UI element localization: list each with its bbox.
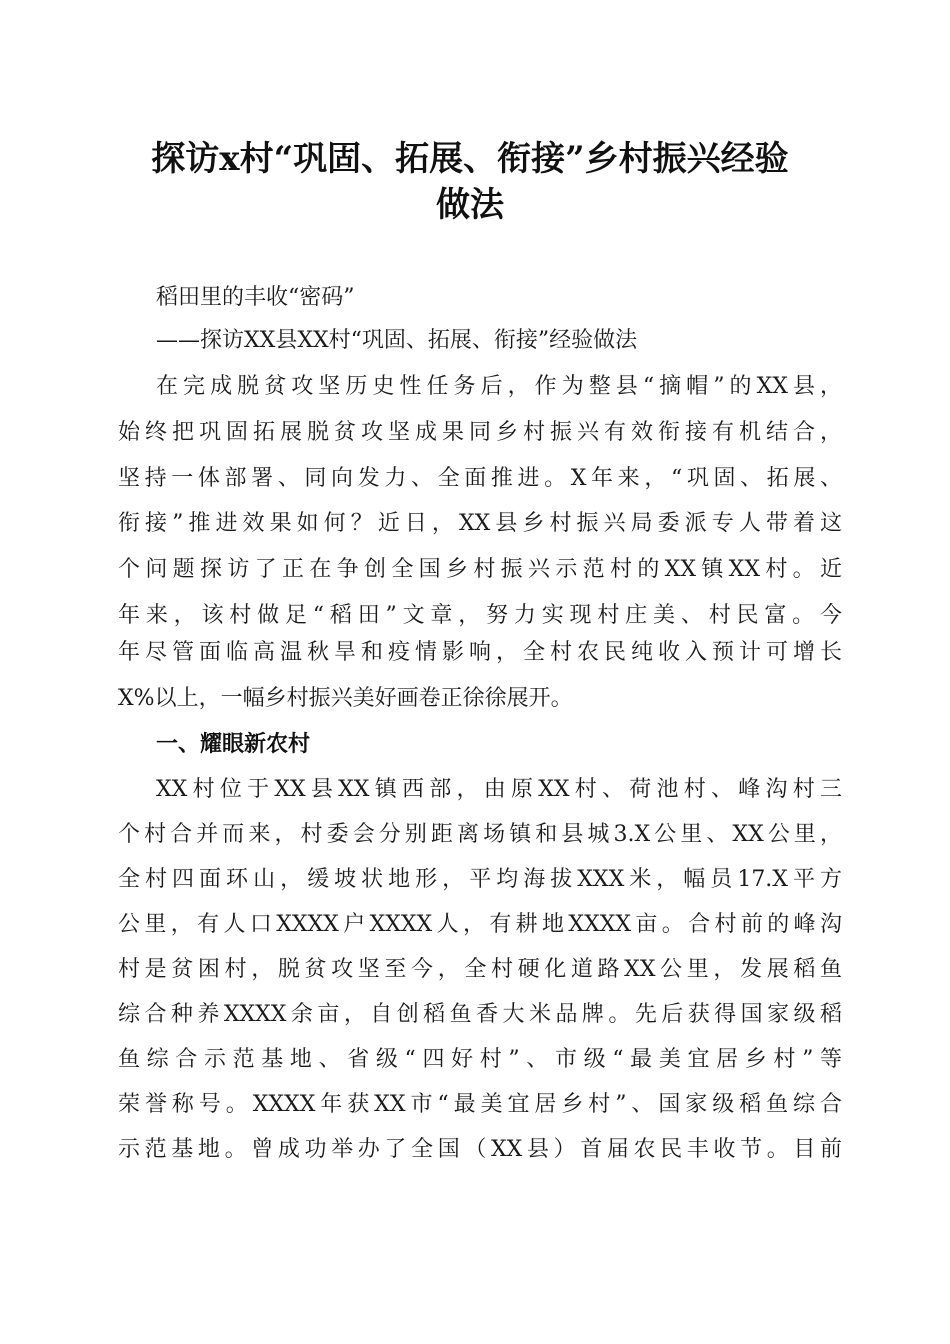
intro-line: 在完成脱贫攻坚历史性任务后，作为整县“摘帽”的XX县， bbox=[156, 374, 842, 399]
subsubtitle: ——探访XX县XX村“巩固、拓展、衔接”经验做法 bbox=[156, 328, 638, 353]
document-title-line-1: 探访x村“巩固、拓展、衔接”乡村振兴经验 bbox=[151, 139, 789, 179]
intro-line: 年来，该村做足“稻田”文章，努力实现村庄美、村民富。今 bbox=[118, 603, 842, 628]
intro-line: X%以上，一幅乡村振兴美好画卷正徐徐展开。 bbox=[118, 686, 573, 711]
intro-line: 个问题探访了正在争创全国乡村振兴示范村的XX镇XX村。近 bbox=[118, 557, 842, 582]
intro-line: 年尽管面临高温秋旱和疫情影响，全村农民纯收入预计可增长 bbox=[118, 640, 842, 665]
section1-line: 个村合并而来，村委会分别距离场镇和县城3.X公里、XX公里， bbox=[118, 822, 842, 847]
document-title-line-2: 做法 bbox=[436, 185, 504, 225]
section1-line: 村是贫困村，脱贫攻坚至今，全村硬化道路XX公里，发展稻鱼 bbox=[118, 957, 842, 982]
section-heading: 一、耀眼新农村 bbox=[156, 732, 311, 757]
section1-line: 示范基地。曾成功举办了全国（XX县）首届农民丰收节。目前 bbox=[118, 1137, 842, 1162]
intro-line: 始终把巩固拓展脱贫攻坚成果同乡村振兴有效衔接有机结合， bbox=[118, 420, 842, 445]
section1-line: 荣誉称号。XXXX年获XX市“最美宜居乡村”、国家级稻鱼综合 bbox=[118, 1092, 842, 1117]
section1-line: 鱼综合示范基地、省级“四好村”、市级“最美宜居乡村”等 bbox=[118, 1047, 842, 1072]
subtitle: 稻田里的丰收“密码” bbox=[156, 285, 355, 310]
intro-line: 衔接”推进效果如何？近日，XX县乡村振兴局委派专人带着这 bbox=[118, 511, 842, 536]
intro-line: 坚持一体部署、同向发力、全面推进。X年来，“巩固、拓展、 bbox=[118, 466, 842, 491]
section1-line: 综合种养XXXX余亩，自创稻鱼香大米品牌。先后获得国家级稻 bbox=[118, 1002, 842, 1027]
section1-line: XX村位于XX县XX镇西部，由原XX村、荷池村、峰沟村三 bbox=[156, 777, 842, 802]
section1-line: 公里，有人口XXXX户XXXX人，有耕地XXXX亩。合村前的峰沟 bbox=[118, 912, 842, 937]
section1-line: 全村四面环山，缓坡状地形，平均海拔XXX米，幅员17.X平方 bbox=[118, 867, 842, 892]
